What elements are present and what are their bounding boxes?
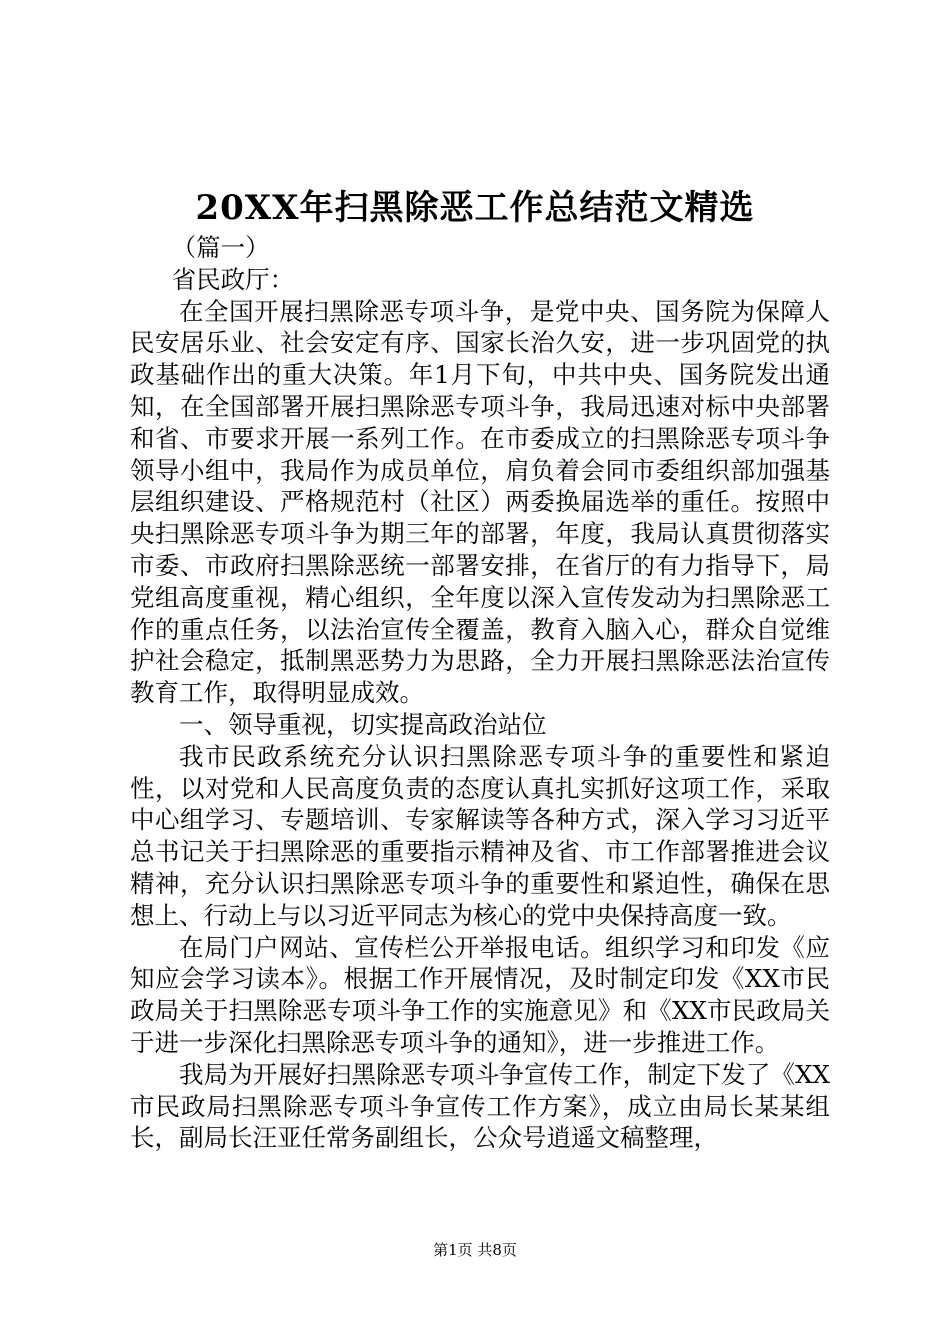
page-footer: 第1页 共8页 [433,1241,517,1259]
body-paragraph: 在全国开展扫黑除恶专项斗争，是党中央、国务院为保障人民安居乐业、社会安定有序、国家长治久安，进一步巩固党的执政基础作出的重大决策。年1月下旬，中共中央、国务院发出通知，在全国部署开展扫黑除恶专项斗争，我局迅速对标中央部署和省、市要求开展一系列工作。在市委成立的扫黑除恶专项斗争领导小组中，我局作为成员单位，肩负着会同市委组织部加强基层组织建设、严格规范村（社区）两委换届选举的重任。按照中央扫黑除恶专项斗争为期三年的部署，年度，我局认真贯彻落实市委、市政府扫黑除恶统一部署安排，在省厅的有力指导下，局党组高度重视，精心组织，全年度以深入宣传发动为扫黑除恶工作的重点任务，以法治宣传全覆盖，教育入脑入心，群众自觉维护社会稳定，抵制黑恶势力为思路，全力开展扫黑除恶法治宣传教育工作，取得明显成效。 [130,296,830,708]
section-heading: 一、领导重视，切实提高政治站位 [179,709,547,739]
body-paragraph: 我局为开展好扫黑除恶专项斗争宣传工作，制定下发了《XX市民政局扫黑除恶专项斗争宣传工作方案》，成立由局长某某组长，副局长汪亚任常务副组长，公众号逍遥文稿整理， [130,1059,830,1153]
section-label: （篇一） [171,233,270,262]
document-title: 20XX年扫黑除恶工作总结范文精选 [195,188,755,228]
body-paragraph: 我市民政系统充分认识扫黑除恶专项斗争的重要性和紧迫性，以对党和人民高度负责的态度认真扎实抓好这项工作，采取中心组学习、专题培训、专家解读等各种方式，深入学习习近平总书记关于扫黑除恶的重要指示精神及省、市工作部署推进会议精神，充分认识扫黑除恶专项斗争的重要性和紧迫性，确保在思想上、行动上与以习近平同志为核心的党中央保持高度一致。 [130,741,830,930]
salutation: 省民政厅： [171,264,295,294]
body-paragraph: 在局门户网站、宣传栏公开举报电话。组织学习和印发《应知应会学习读本》。根据工作开展情况，及时制定印发《XX市民政局关于扫黑除恶专项斗争工作的实施意见》和《XX市民政局关于进一步深化扫黑除恶专项斗争的通知》，进一步推进工作。 [130,932,830,1057]
document-body [130,232,830,1154]
